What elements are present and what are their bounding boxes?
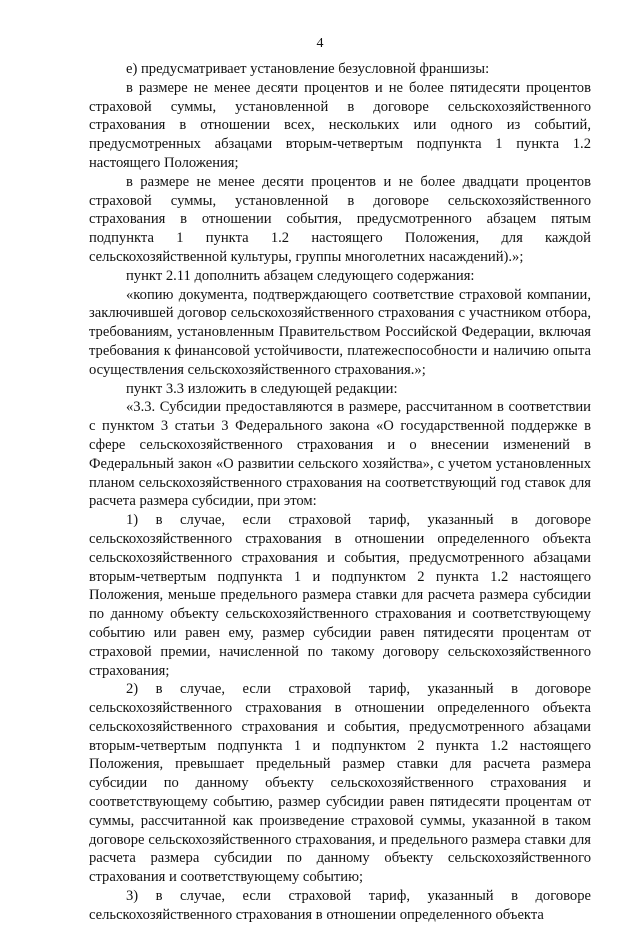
paragraph-subsidy-rules: «3.3. Субсидии предоставляются в размере, рассчитанном в соответствии с пунктом 3 статьи 3 Федерального закона «О государственной поддержке в сфере сельскохозяйственного страхования и о внесении изменений в Федеральный закон «О развитии сельского хозяйства», с учетом установленных планом сельскохозяйственного страхования на соответствующий год ставок для расчета размера субсидии, при этом: [89, 399, 591, 510]
paragraph-clause-2-11: пункт 2.11 дополнить абзацем следующего содержания: [126, 267, 475, 284]
paragraph-franchise-fifty: в размере не менее десяти процентов и не более пятидесяти процентов страховой суммы, установленной в договоре сельскохозяйственного страхования в отношении всех, нескольких или одного из событий, предусмотренных абзацами вторым-четвертым подпункта 1 пункта 1.2 настоящего Положения; [89, 79, 591, 171]
paragraph-franchise-intro: е) предусматривает установление безусловной франшизы: [126, 61, 490, 77]
page-number: 4 [316, 36, 324, 51]
paragraph-subsidy-case-3: 3) в случае, если страховой тариф, указанный в договоре сельскохозяйственного страхования в отношении определенного объекта [89, 888, 591, 923]
paragraph-subsidy-case-1: 1) в случае, если страховой тариф, указанный в договоре сельскохозяйственного страхования в отношении определенного объекта сельскохозяйственного страхования и события, предусмотренного абзацами вторым-четвертым подпункта 1 и подпунктом 2 пункта 1.2 настоящего Положения, меньше предельного размера ставки для расчета размера субсидии по данному объекту сельскохозяйственного страхования и соответствующему событию или равен ему, размер субсидии равен пятидесяти процентам от страховой премии, начисленной по такому договору сельскохозяйственного страхования; [89, 512, 591, 679]
paragraph-clause-3-3: пункт 3.3 изложить в следующей редакции: [126, 380, 398, 397]
paragraph-document-copy: «копию документа, подтверждающего соответствие страховой компании, заключившей договор сельскохозяйственного страхования с участником отбора, требованиям, установленным Правительством Российской Федерации, включая требования к финансовой устойчивости, платежеспособности и наличию опыта осуществления сельскохозяйственного страхования.»; [89, 286, 591, 378]
paragraph-subsidy-case-2: 2) в случае, если страховой тариф, указанный в договоре сельскохозяйственного страхования в отношении определенного объекта сельскохозяйственного страхования и события, предусмотренного абзацами вторым-четвертым подпункта 1 и подпунктом 2 пункта 1.2 настоящего Положения, превышает предельный размер ставки для расчета размера субсидии по данному объекту сельскохозяйственного страхования и соответствующему событию, размер субсидии равен пятидесяти процентам от суммы, рассчитанной как произведение страховой суммы, указанной в таком договоре сельскохозяйственного страхования, и предельного размера ставки для расчета размера субсидии по данному объекту сельскохозяйственного страхования и соответствующему событию; [89, 681, 591, 886]
document-body [89, 60, 591, 925]
paragraph-franchise-twenty: в размере не менее десяти процентов и не более двадцати процентов страховой суммы, установленной в договоре сельскохозяйственного страхования в отношении события, предусмотренного абзацем пятым подпункта 1 пункта 1.2 настоящего Положения, для каждой сельскохозяйственной культуры, группы многолетних насаждений).»; [89, 173, 591, 265]
